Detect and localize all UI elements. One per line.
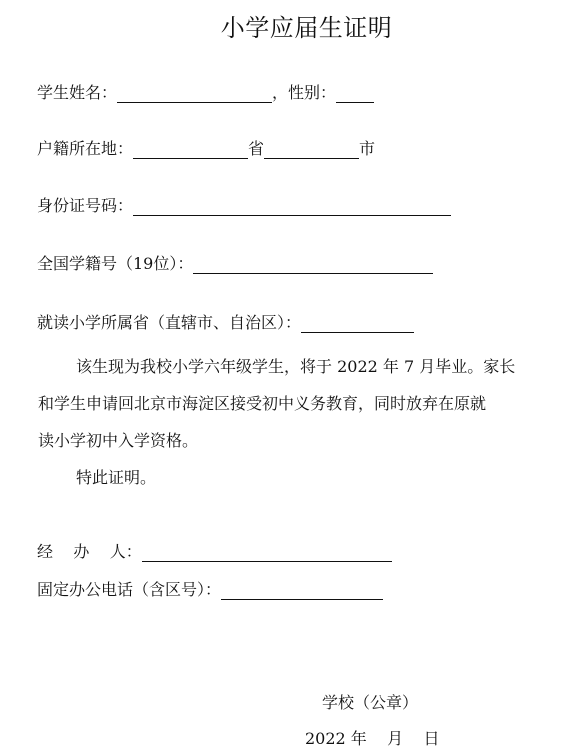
name-blank[interactable] <box>117 84 272 103</box>
phone-row <box>37 580 383 600</box>
certification-paragraph <box>38 348 581 496</box>
id-number-row <box>37 196 451 216</box>
paragraph-line-2: 和学生申请回北京市海淀区接受初中义务教育，同时放弃在原就 <box>38 394 487 413</box>
paragraph-line-1: 该生现为我校小学六年级学生，将于 2022 年 7 月毕业。家长 <box>76 357 516 376</box>
page-title: 小学应届生证明 <box>220 14 393 42</box>
hukou-label: 户籍所在地： <box>37 139 134 158</box>
phone-blank[interactable] <box>221 581 383 600</box>
id-number-blank[interactable] <box>133 197 451 216</box>
province-blank[interactable] <box>133 140 248 159</box>
school-province-row <box>37 313 414 333</box>
student-no-blank[interactable] <box>193 255 433 274</box>
handler-row <box>37 542 392 562</box>
name-label: 学生姓名： <box>37 83 118 102</box>
city-suffix: 市 <box>359 139 376 158</box>
student-no-label: 全国学籍号（19位）： <box>37 254 194 273</box>
handler-label: 经 办 人： <box>37 542 142 561</box>
closing-text: 特此证明。 <box>76 468 157 487</box>
name-gender-row <box>37 83 374 103</box>
gender-label: ，性别： <box>272 83 337 102</box>
student-no-row <box>37 254 433 274</box>
province-suffix: 省 <box>248 139 265 158</box>
phone-label: 固定办公电话（含区号）： <box>37 580 222 599</box>
city-blank[interactable] <box>264 140 359 159</box>
hukou-row <box>37 139 375 159</box>
date-line: 2022 年 月 日 <box>305 729 440 748</box>
school-province-label: 就读小学所属省（直辖市、自治区）： <box>37 313 302 332</box>
id-label: 身份证号码： <box>37 196 134 215</box>
handler-blank[interactable] <box>142 543 392 562</box>
gender-blank[interactable] <box>336 84 374 103</box>
paragraph-line-3: 读小学初中入学资格。 <box>38 431 199 450</box>
school-province-blank[interactable] <box>301 314 414 333</box>
school-seal: 学校（公章） <box>322 693 419 712</box>
